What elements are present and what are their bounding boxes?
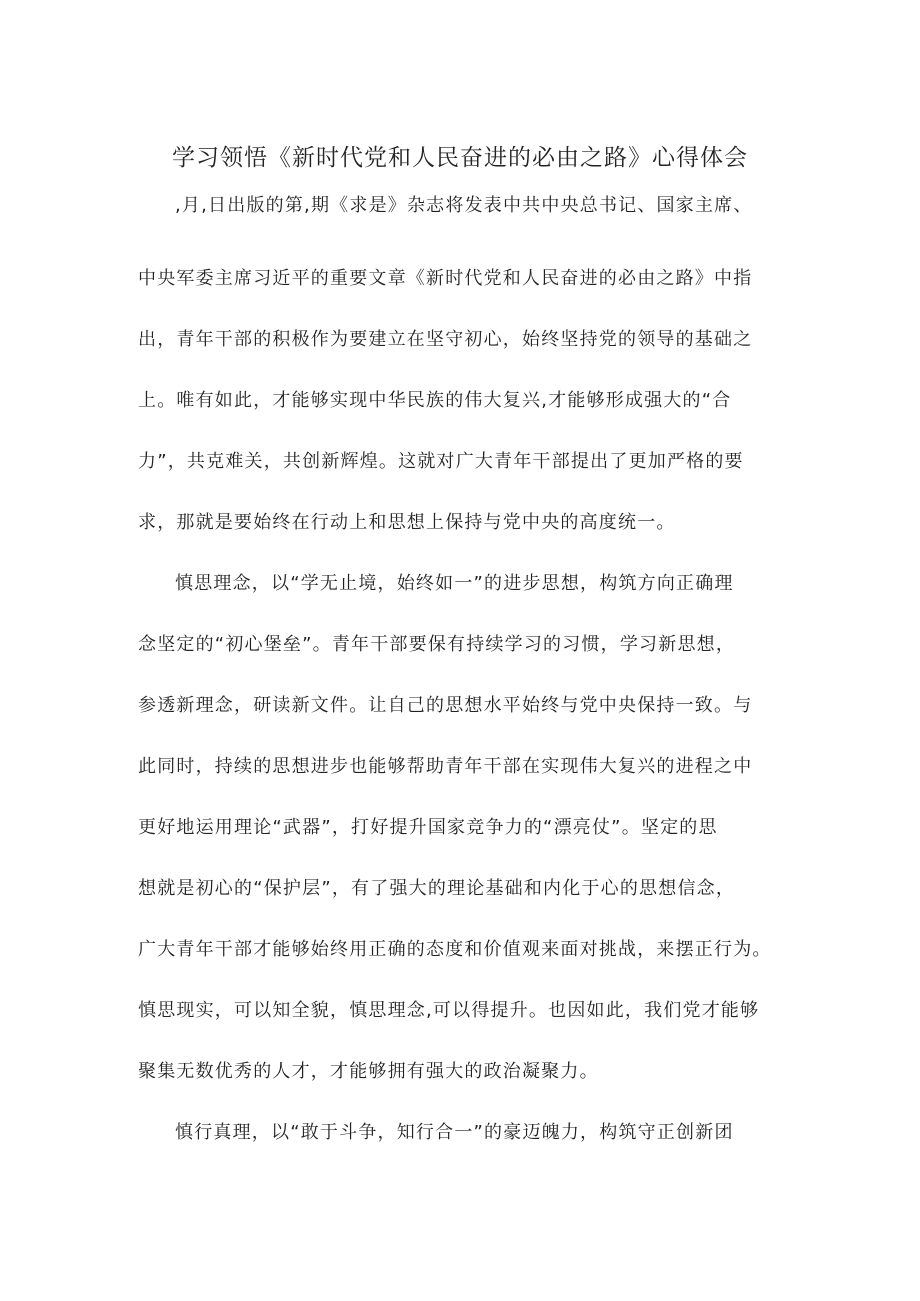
body-line: 念坚定的“初心堡垒”。青年干部要保有持续学习的习惯，学习新思想， (138, 634, 736, 655)
body-line: 上。唯有如此，才能够实现中华民族的伟大复兴,才能够形成强大的“合 (138, 390, 732, 411)
document-title: 学习领悟《新时代党和人民奋进的必由之路》心得体会 (172, 145, 748, 171)
body-line: 慎思理念，以“学无止境，始终如一”的进步思想，构筑方向正确理 (175, 573, 734, 594)
body-line: 出，青年干部的积极作为要建立在坚守初心，始终坚持党的领导的基础之 (138, 329, 753, 350)
body-line: 参透新理念，研读新文件。让自己的思想水平始终与党中央保持一致。与 (138, 695, 753, 716)
body-line: 中央军委主席习近平的重要文章《新时代党和人民奋进的必由之路》中指 (138, 268, 753, 289)
body-line: 慎行真理，以“敢于斗争，知行合一”的豪迈魄力，构筑守正创新团 (175, 1122, 734, 1143)
body-line: 广大青年干部才能够始终用正确的态度和价值观来面对挑战，来摆正行为。 (138, 939, 772, 960)
body-line: 想就是初心的“保护层”，有了强大的理论基础和内化于心的思想信念， (138, 878, 736, 899)
body-line: ,月,日出版的第,期《求是》杂志将发表中共中央总书记、国家主席、 (175, 195, 753, 216)
body-line: 聚集无数优秀的人才，才能够拥有强大的政治凝聚力。 (138, 1061, 599, 1082)
body-line: 力”，共克难关，共创新辉煌。这就对广大青年干部提出了更加严格的要 (138, 451, 744, 472)
body-line: 更好地运用理论“武器”，打好提升国家竞争力的“漂亮仗”。坚定的思 (138, 817, 718, 838)
body-line: 慎思现实，可以知全貌，慎思理念,可以得提升。也因如此，我们党才能够 (138, 1000, 760, 1021)
body-line: 此同时，持续的思想进步也能够帮助青年干部在实现伟大复兴的进程之中 (138, 756, 753, 777)
body-line: 求，那就是要始终在行动上和思想上保持与党中央的高度统一。 (138, 512, 676, 533)
